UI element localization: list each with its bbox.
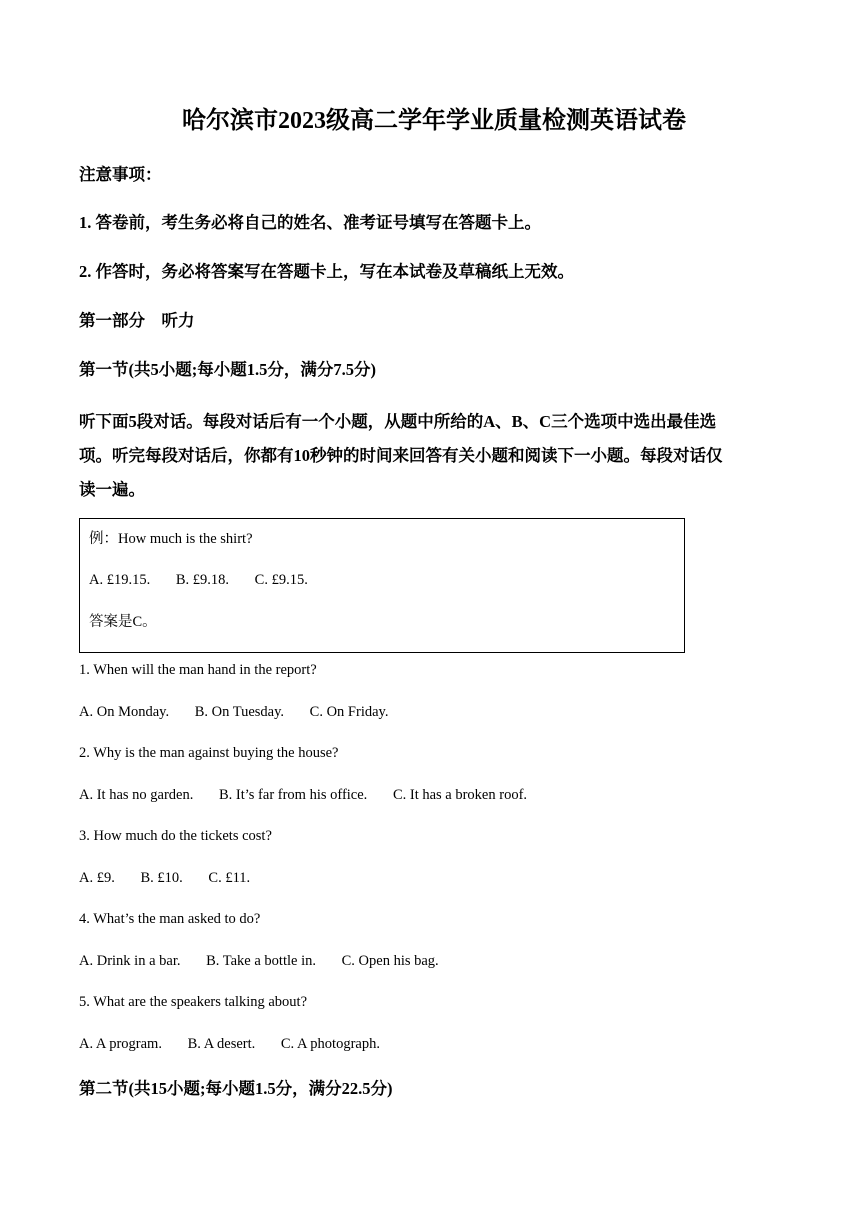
question-5-option-a: A. A program.	[79, 1036, 162, 1052]
question-3-options	[79, 868, 250, 888]
example-option-c: C. £9.15.	[254, 572, 308, 588]
example-options	[89, 570, 308, 590]
example-option-b: B. £9.18.	[175, 572, 230, 588]
question-5-option-b: B. A desert.	[187, 1036, 256, 1052]
question-2-option-c: C. It has a broken roof.	[392, 787, 528, 803]
question-4-stem: 4. What’s the man asked to do?	[79, 911, 261, 927]
question-1-stem: 1. When will the man hand in the report?	[79, 662, 317, 678]
question-1-option-c: C. On Friday.	[309, 704, 389, 720]
question-3-option-b: B. £10.	[140, 870, 183, 886]
instruction-line: 读一遍。	[79, 480, 145, 499]
question-5-options	[79, 1034, 380, 1054]
question-3-option-c: C. £11.	[208, 870, 251, 886]
question-3-option-a: A. £9.	[79, 870, 115, 886]
example-question: 例：How much is the shirt?	[89, 531, 253, 547]
example-answer: 答案是C。	[89, 614, 157, 630]
question-2-options	[79, 785, 527, 805]
note-item-1: 1. 答卷前，考生务必将自己的姓名、准考证号填写在答题卡上。	[79, 213, 541, 232]
instruction-line: 听下面5段对话。每段对话后有一个小题，从题中所给的A、B、C三个选项中选出最佳选	[79, 412, 717, 431]
question-2-option-b: B. It’s far from his office.	[218, 787, 368, 803]
part1-heading: 第一部分 听力	[79, 311, 195, 330]
example-option-a: A. £19.15.	[89, 572, 151, 588]
page-title: 哈尔滨市2023级高二学年学业质量检测英语试卷	[182, 108, 686, 134]
question-4-option-c: C. Open his bag.	[341, 953, 439, 969]
question-4-option-a: A. Drink in a bar.	[79, 953, 181, 969]
section1-heading: 第一节(共5小题;每小题1.5分，满分7.5分)	[79, 360, 376, 379]
section2-heading: 第二节(共15小题;每小题1.5分，满分22.5分)	[79, 1079, 393, 1098]
question-1-option-b: B. On Tuesday.	[194, 704, 285, 720]
question-2-option-a: A. It has no garden.	[79, 787, 194, 803]
instruction-line: 项。听完每段对话后，你都有10秒钟的时间来回答有关小题和阅读下一小题。每段对话仅	[79, 446, 723, 465]
note-item-2: 2. 作答时，务必将答案写在答题卡上，写在本试卷及草稿纸上无效。	[79, 262, 574, 281]
question-1-options	[79, 702, 388, 722]
question-2-stem: 2. Why is the man against buying the house?	[79, 745, 339, 761]
question-4-option-b: B. Take a bottle in.	[206, 953, 316, 969]
question-3-stem: 3. How much do the tickets cost?	[79, 828, 272, 844]
question-5-stem: 5. What are the speakers talking about?	[79, 994, 308, 1010]
example-box	[79, 518, 685, 653]
question-1-option-a: A. On Monday.	[79, 704, 170, 720]
question-4-options	[79, 951, 439, 971]
question-5-option-c: C. A photograph.	[280, 1036, 380, 1052]
section1-instructions	[79, 405, 779, 507]
notes-heading: 注意事项：	[79, 165, 162, 184]
